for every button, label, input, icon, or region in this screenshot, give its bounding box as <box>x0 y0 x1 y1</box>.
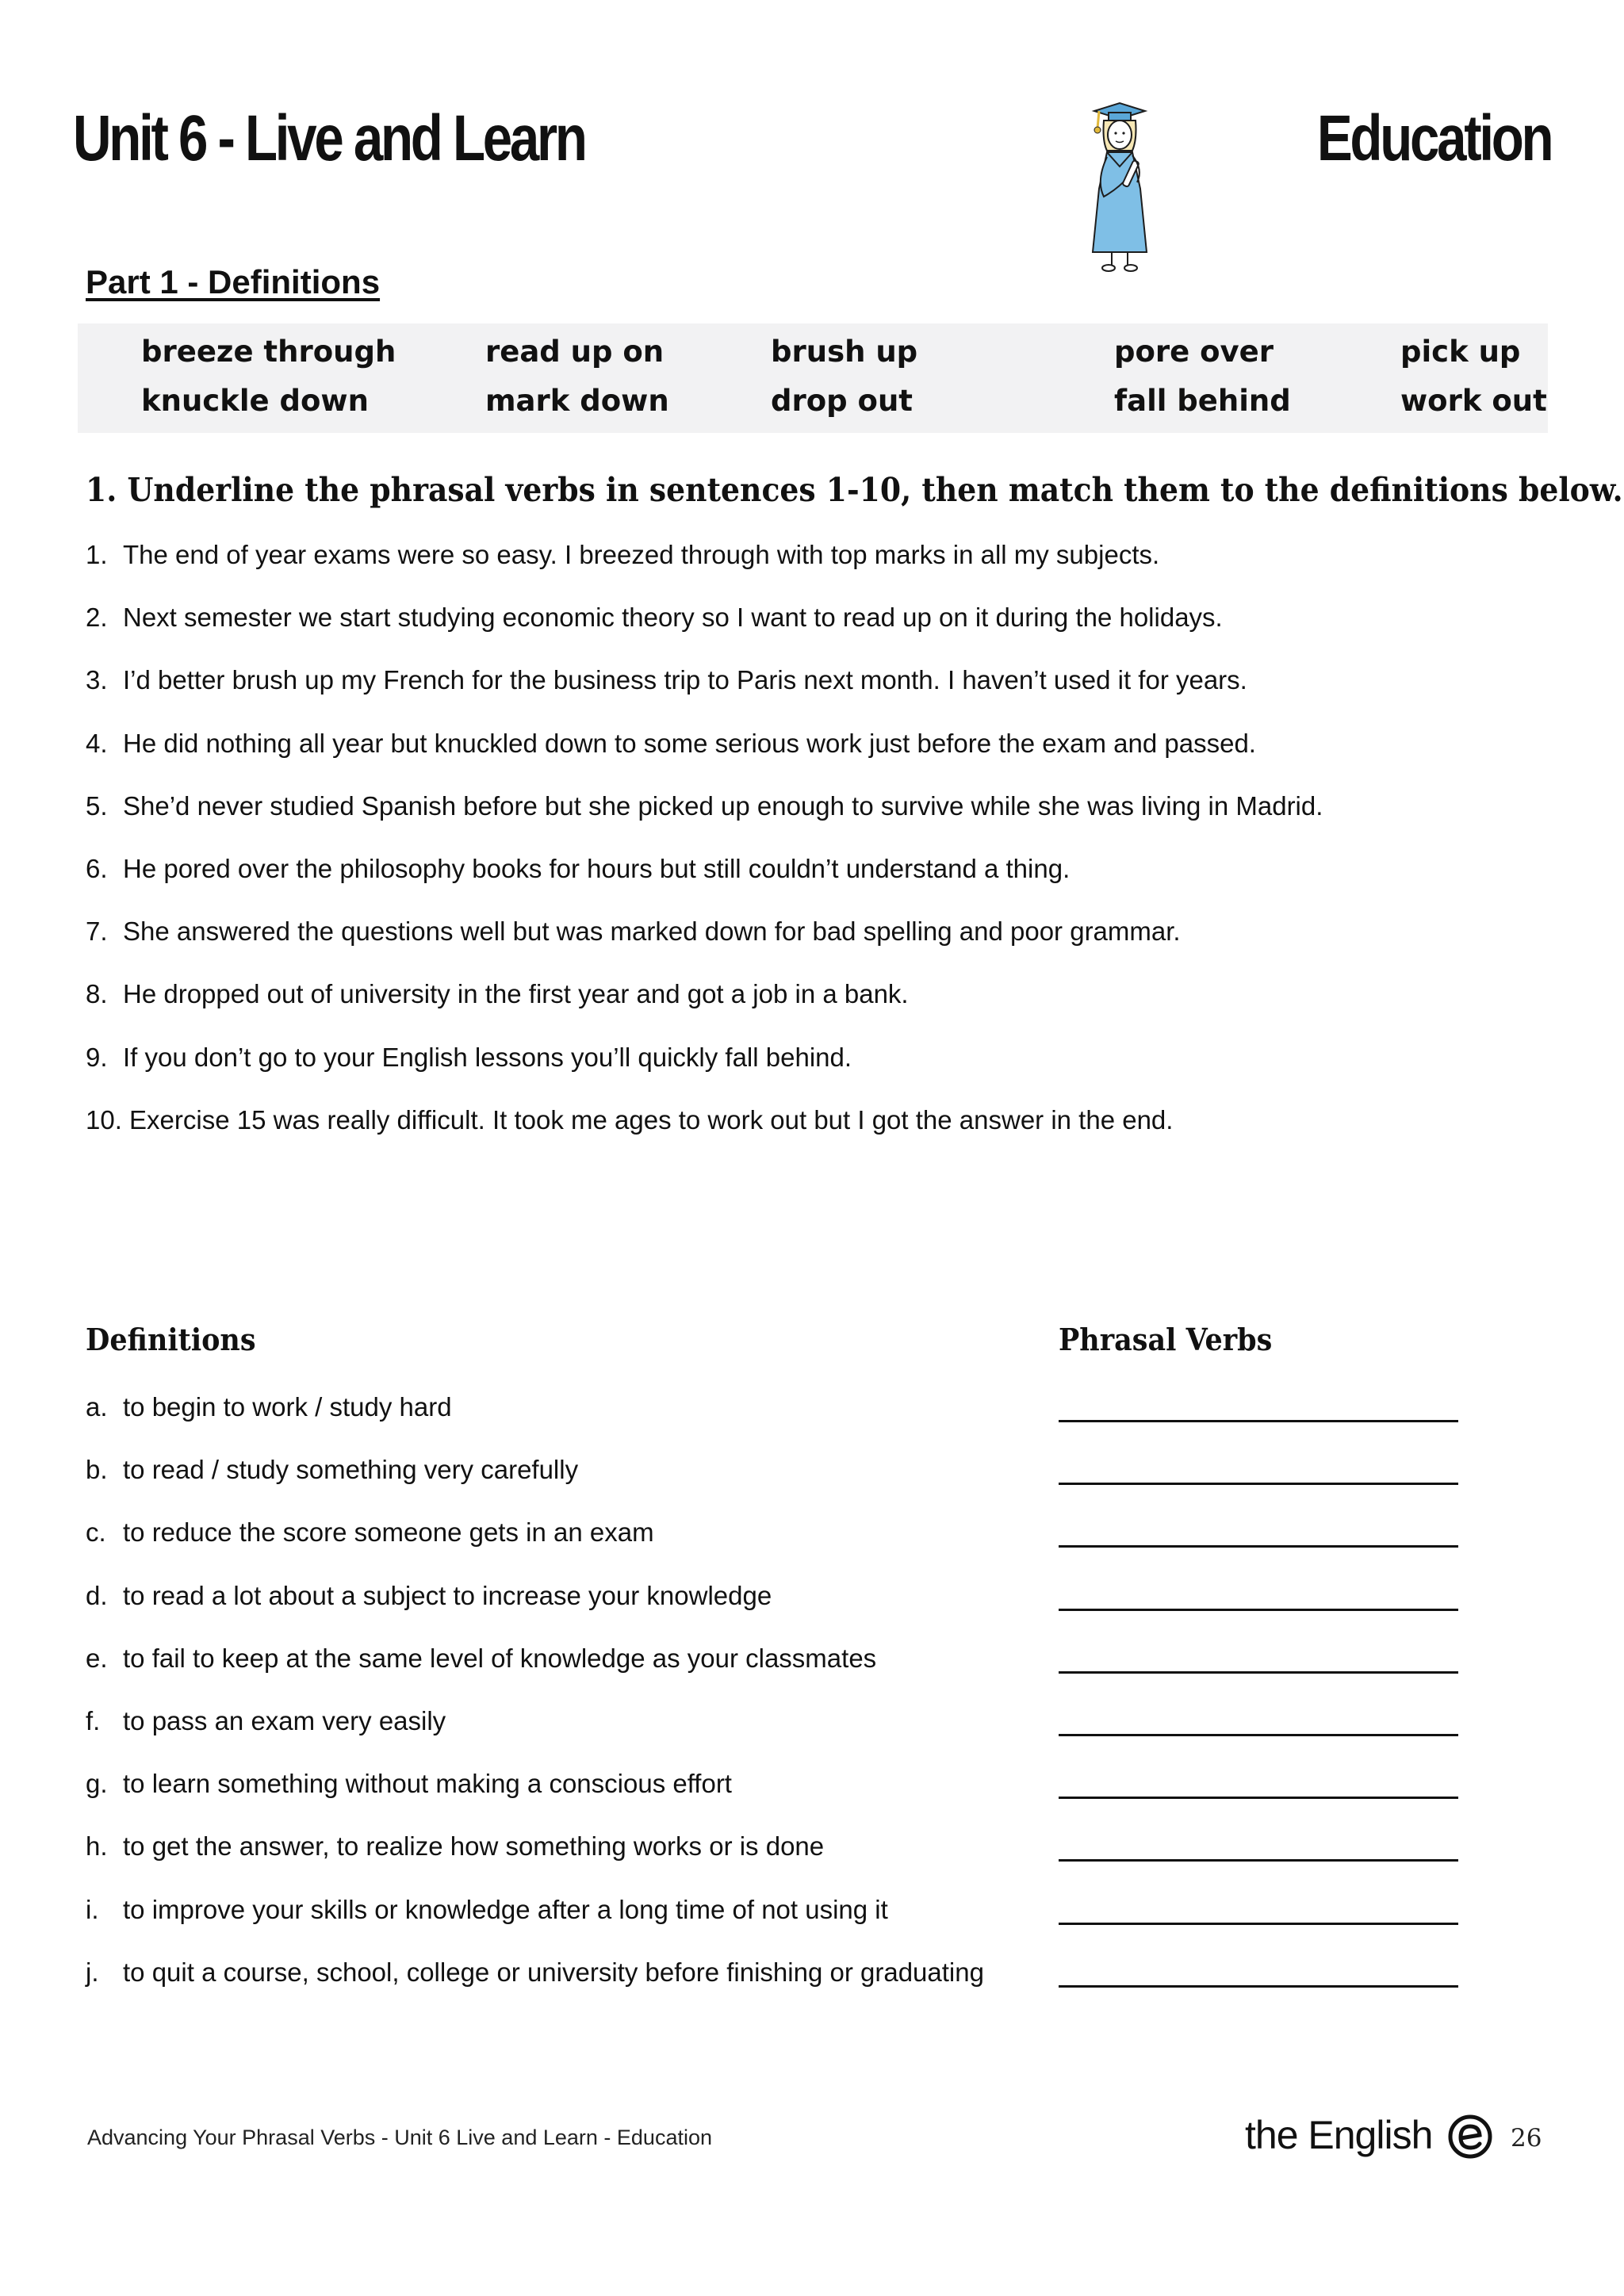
sentence-text: He pored over the philosophy books for hours but still couldn’t understand a thing. <box>123 853 1071 883</box>
answer-blank[interactable] <box>1059 1420 1458 1422</box>
definition-item <box>86 1894 1545 1957</box>
answer-blank[interactable] <box>1059 1985 1458 1988</box>
definition-text: to improve your skills or knowledge after a long time of not using it <box>123 1894 888 1924</box>
definition-text: to get the answer, to realize how something works or is done <box>123 1831 825 1862</box>
word-drop-out: drop out <box>771 384 913 418</box>
answer-blank[interactable] <box>1059 1734 1458 1736</box>
word-mark-down: mark down <box>485 384 669 418</box>
definition-letter: b. <box>86 1455 108 1485</box>
sentence-item <box>86 978 1545 1041</box>
sentence-text: She answered the questions well but was marked down for bad spelling and poor grammar. <box>123 916 1181 947</box>
answer-blank[interactable] <box>1059 1671 1458 1674</box>
sentence-text: Next semester we start studying economic theory so I want to read up on it during the holidays. <box>123 603 1223 633</box>
answer-blank[interactable] <box>1059 1797 1458 1799</box>
definition-item <box>86 1705 1545 1768</box>
sentence-item <box>86 853 1545 916</box>
definition-item <box>86 1454 1545 1517</box>
word-knuckle-down: knuckle down <box>141 384 369 418</box>
sentence-number: 8. <box>86 979 108 1009</box>
word-fall-behind: fall behind <box>1114 384 1291 418</box>
unit-title: Unit 6 - Live and Learn <box>73 102 585 174</box>
sentence-number: 1. <box>86 540 108 569</box>
topic-title: Education <box>1316 102 1551 174</box>
sentence-item <box>86 664 1545 727</box>
word-breeze-through: breeze through <box>141 335 396 369</box>
answer-blank[interactable] <box>1059 1859 1458 1862</box>
sentence-item <box>86 1042 1545 1104</box>
definition-letter: a. <box>86 1392 108 1422</box>
answer-blank[interactable] <box>1059 1483 1458 1485</box>
sentence-item <box>86 602 1545 664</box>
definition-text: to learn something without making a conscious effort <box>123 1769 732 1799</box>
answer-blank[interactable] <box>1059 1545 1458 1548</box>
sentence-number: 9. <box>86 1042 108 1072</box>
footer-text: Advancing Your Phrasal Verbs - Unit 6 Live and Learn - Education <box>87 2126 712 2149</box>
sentence-item <box>86 539 1545 602</box>
sentence-text: She’d never studied Spanish before but she picked up enough to survive while she was living in Madrid. <box>123 790 1323 821</box>
definition-text: to begin to work / study hard <box>123 1392 452 1422</box>
sentence-number: 4. <box>86 728 108 758</box>
sentence-text: Exercise 15 was really difficult. It took me ages to work out but I got the answer in the end. <box>129 1104 1174 1135</box>
sentence-number: 2. <box>86 603 108 633</box>
sentence-item <box>86 1104 1545 1167</box>
definition-text: to pass an exam very easily <box>123 1705 446 1735</box>
word-brush-up: brush up <box>771 335 918 369</box>
definition-letter: c. <box>86 1517 106 1548</box>
brand-name: the English <box>1245 2113 1433 2157</box>
exercise-instruction: 1. Underline the phrasal verbs in sentences 1-10, then match them to the definitions below. <box>86 471 1623 509</box>
answer-blank[interactable] <box>1059 1609 1458 1611</box>
word-read-up-on: read up on <box>485 335 665 369</box>
definition-letter: g. <box>86 1769 108 1799</box>
sentence-item <box>86 916 1545 978</box>
definition-letter: i. <box>86 1894 99 1924</box>
sentence-text: The end of year exams were so easy. I breezed through with top marks in all my subjects. <box>123 540 1160 569</box>
page-number: 26 <box>1511 2124 1542 2152</box>
definition-text: to quit a course, school, college or university before finishing or graduating <box>123 1957 984 1987</box>
definition-letter: j. <box>86 1957 99 1987</box>
definition-item <box>86 1768 1545 1831</box>
sentence-text: He dropped out of university in the first year and got a job in a bank. <box>123 979 909 1009</box>
sentence-number: 6. <box>86 853 108 883</box>
definitions-heading: Definitions <box>86 1322 256 1357</box>
sentence-item <box>86 790 1545 853</box>
word-pore-over: pore over <box>1114 335 1274 369</box>
definition-text: to read / study something very carefully <box>123 1455 579 1485</box>
sentence-number: 10. <box>86 1104 122 1135</box>
definition-item <box>86 1643 1545 1705</box>
definition-text: to read a lot about a subject to increase your knowledge <box>123 1580 772 1610</box>
word-pick-up: pick up <box>1400 335 1521 369</box>
definition-letter: e. <box>86 1643 108 1673</box>
definition-item <box>86 1831 1545 1893</box>
definition-item <box>86 1957 1545 2019</box>
word-work-out: work out <box>1400 384 1547 418</box>
definition-item <box>86 1391 1545 1454</box>
graduate-icon <box>1063 94 1166 276</box>
definition-letter: h. <box>86 1831 108 1862</box>
definition-item <box>86 1580 1545 1643</box>
definition-item <box>86 1517 1545 1579</box>
definition-letter: d. <box>86 1580 108 1610</box>
sentence-text: He did nothing all year but knuckled down to some serious work just before the exam and passed. <box>123 728 1256 758</box>
definition-text: to fail to keep at the same level of knowledge as your classmates <box>123 1643 877 1673</box>
sentence-number: 7. <box>86 916 108 947</box>
answer-blank[interactable] <box>1059 1923 1458 1925</box>
definition-text: to reduce the score someone gets in an exam <box>123 1517 654 1548</box>
sentence-text: If you don’t go to your English lessons you’ll quickly fall behind. <box>123 1042 852 1072</box>
word-box <box>78 323 1548 433</box>
sentence-item <box>86 728 1545 790</box>
sentence-list <box>86 539 1545 1167</box>
e-logo-icon <box>1447 2114 1493 2160</box>
definition-list <box>86 1391 1545 2019</box>
sentence-number: 5. <box>86 790 108 821</box>
definition-letter: f. <box>86 1705 101 1735</box>
phrasal-verbs-heading: Phrasal Verbs <box>1059 1322 1273 1357</box>
sentence-number: 3. <box>86 665 108 695</box>
sentence-text: I’d better brush up my French for the business trip to Paris next month. I haven’t used it for years. <box>123 665 1247 695</box>
part-heading: Part 1 - Definitions <box>86 263 381 300</box>
